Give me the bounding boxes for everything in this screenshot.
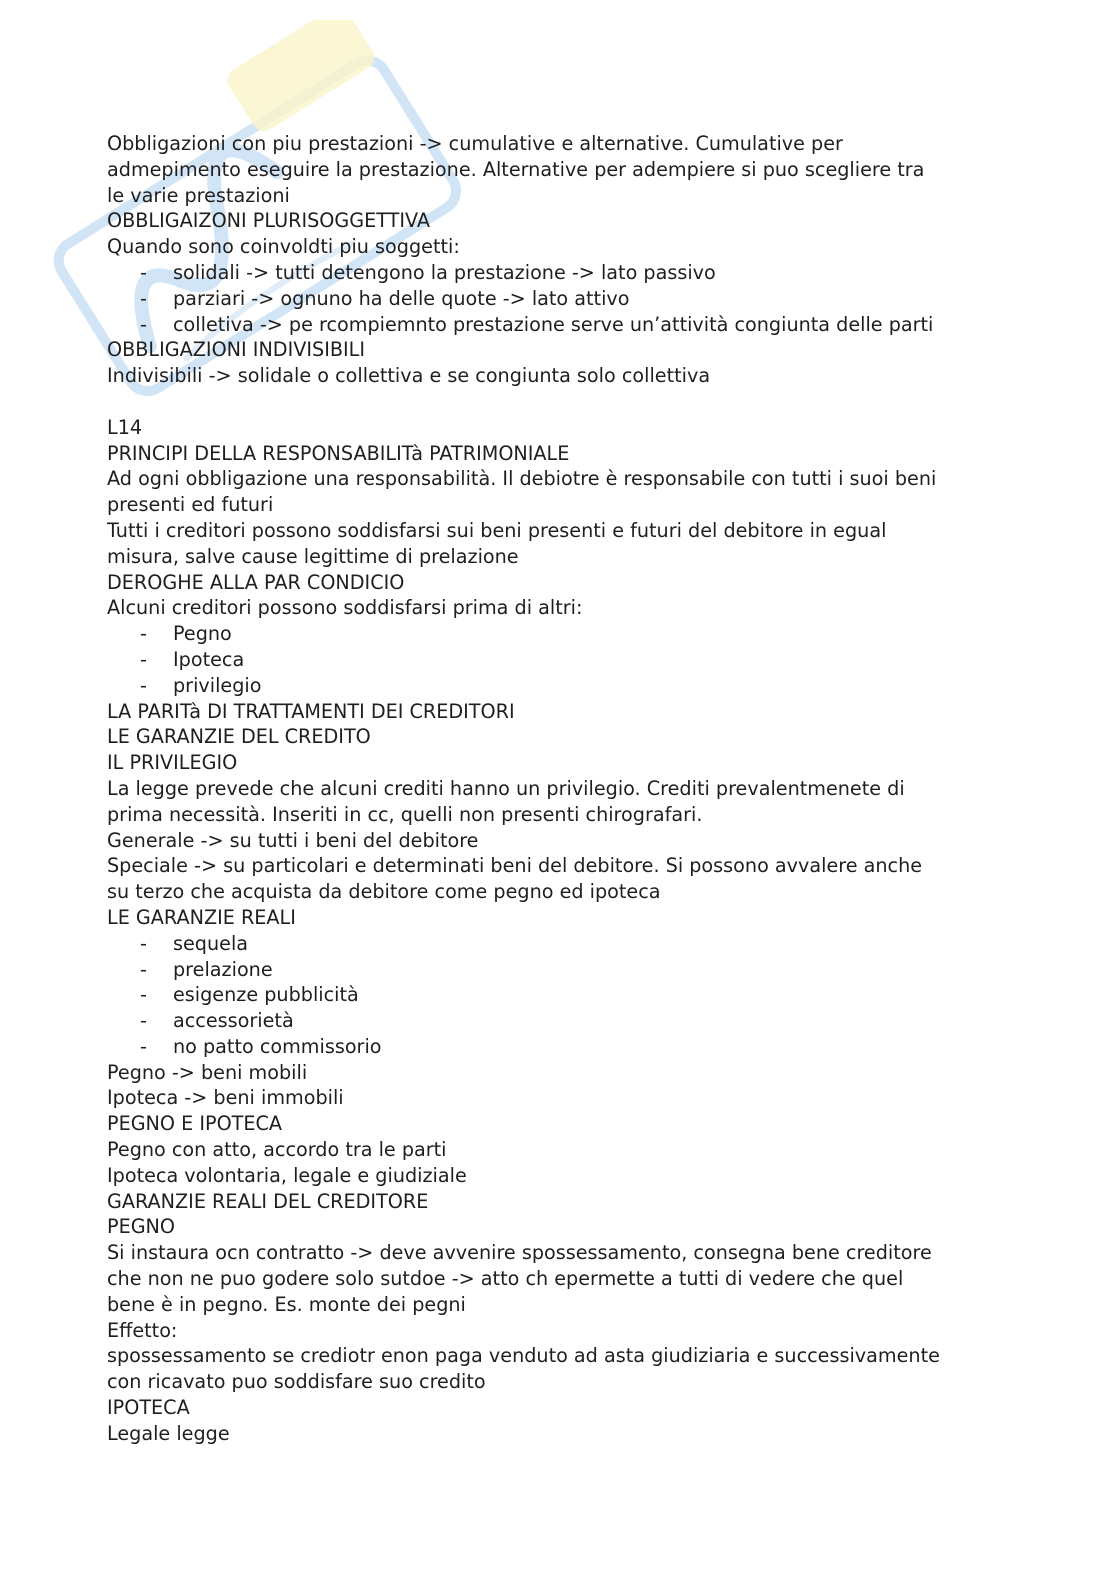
- list-item: [107, 312, 1007, 338]
- list-item: [107, 286, 1007, 312]
- list-item-text: accessorietà: [173, 1009, 294, 1033]
- text-line: LE GARANZIE DEL CREDITO: [107, 725, 371, 749]
- text-line: misura, salve cause legittime di prelazione: [107, 544, 519, 568]
- blank-line: [107, 389, 1007, 415]
- list-item-text: no patto commissorio: [173, 1034, 382, 1058]
- text-line: prima necessità. Inseriti in cc, quelli non presenti chirografari.: [107, 802, 703, 826]
- bullet-marker: -: [140, 286, 147, 310]
- bullet-marker: -: [140, 1034, 147, 1058]
- text-line: OBBLIGAZIONI INDIVISIBILI: [107, 338, 366, 362]
- text-line: LA PARITà DI TRATTAMENTI DEI CREDITORI: [107, 699, 515, 723]
- list-item-text: Pegno: [173, 622, 232, 646]
- list-item-text: colletiva -> pe rcompiemnto prestazione serve un’attività congiunta delle parti: [173, 312, 934, 336]
- bullet-marker: -: [140, 622, 147, 646]
- list-item: [107, 931, 1007, 957]
- list-item-text: solidali -> tutti detengono la prestazione -> lato passivo: [173, 260, 716, 284]
- list-item: [107, 1008, 1007, 1034]
- bullet-marker: -: [140, 260, 147, 284]
- text-line: Effetto:: [107, 1318, 178, 1342]
- text-line: Ipoteca volontaria, legale e giudiziale: [107, 1163, 467, 1187]
- text-line: GARANZIE REALI DEL CREDITORE: [107, 1189, 429, 1213]
- text-line: Alcuni creditori possono soddisfarsi prima di altri:: [107, 596, 583, 620]
- bullet-list: [107, 621, 1007, 698]
- text-line: Pegno con atto, accordo tra le parti: [107, 1138, 447, 1162]
- list-item: [107, 982, 1007, 1008]
- text-line: La legge prevede che alcuni crediti hanno un privilegio. Crediti prevalentmenete di: [107, 776, 905, 800]
- bullet-marker: -: [140, 673, 147, 697]
- text-line: Pegno -> beni mobili: [107, 1060, 308, 1084]
- text-line: Indivisibili -> solidale o collettiva e se congiunta solo collettiva: [107, 364, 711, 388]
- list-item-text: sequela: [173, 931, 249, 955]
- bullet-marker: -: [140, 931, 147, 955]
- list-item-text: Ipoteca: [173, 647, 245, 671]
- text-line: OBBLIGAIZONI PLURISOGGETTIVA: [107, 209, 431, 233]
- list-item-text: privilegio: [173, 673, 262, 697]
- text-line: bene è in pegno. Es. monte dei pegni: [107, 1292, 466, 1316]
- text-line: Ad ogni obbligazione una responsabilità. Il debiotre è responsabile con tutti i suoi beni: [107, 467, 937, 491]
- list-item-text: esigenze pubblicità: [173, 983, 359, 1007]
- list-item-text: parziari -> ognuno ha delle quote -> lato attivo: [173, 286, 630, 310]
- bullet-list: [107, 931, 1007, 1060]
- text-line: PEGNO: [107, 1215, 176, 1239]
- list-item: [107, 673, 1007, 699]
- text-line: Speciale -> su particolari e determinati beni del debitore. Si possono avvalere anche: [107, 854, 923, 878]
- bullet-marker: -: [140, 647, 147, 671]
- list-item: [107, 260, 1007, 286]
- bullet-marker: -: [140, 983, 147, 1007]
- text-line: che non ne puo godere solo sutdoe -> atto ch epermette a tutti di vedere che quel: [107, 1267, 904, 1291]
- text-line: Generale -> su tutti i beni del debitore: [107, 828, 479, 852]
- text-line: Quando sono coinvoldti piu soggetti:: [107, 235, 460, 259]
- list-item: [107, 957, 1007, 983]
- bullet-marker: -: [140, 1009, 147, 1033]
- text-line: le varie prestazioni: [107, 183, 290, 207]
- text-line: IPOTECA: [107, 1396, 190, 1420]
- text-line: IL PRIVILEGIO: [107, 751, 238, 775]
- text-line: PEGNO E IPOTECA: [107, 1112, 283, 1136]
- text-line: Obbligazioni con piu prestazioni -> cumulative e alternative. Cumulative per: [107, 132, 843, 155]
- bullet-marker: -: [140, 957, 147, 981]
- text-line: Tutti i creditori possono soddisfarsi sui beni presenti e futuri del debitore in egual: [107, 518, 887, 542]
- text-line: Ipoteca -> beni immobili: [107, 1086, 344, 1110]
- text-line: PRINCIPI DELLA RESPONSABILITà PATRIMONIALE: [107, 441, 570, 465]
- document-body: [107, 131, 1007, 1447]
- text-line: con ricavato puo soddisfare suo credito: [107, 1370, 486, 1394]
- list-item-text: prelazione: [173, 957, 273, 981]
- list-item: [107, 647, 1007, 673]
- text-line: L14: [107, 415, 143, 439]
- text-line: Si instaura ocn contratto -> deve avvenire spossessamento, consegna bene creditore: [107, 1241, 932, 1265]
- list-item: [107, 621, 1007, 647]
- text-line: presenti ed futuri: [107, 493, 274, 517]
- text-line: DEROGHE ALLA PAR CONDICIO: [107, 570, 405, 594]
- text-line: Legale legge: [107, 1421, 230, 1445]
- list-item: [107, 1034, 1007, 1060]
- text-line: spossessamento se crediotr enon paga venduto ad asta giudiziaria e successivamente: [107, 1344, 940, 1368]
- bullet-list: [107, 260, 1007, 337]
- bullet-marker: -: [140, 312, 147, 336]
- text-line: admepimento eseguire la prestazione. Alternative per adempiere si puo scegliere tra: [107, 157, 925, 181]
- text-line: su terzo che acquista da debitore come pegno ed ipoteca: [107, 880, 661, 904]
- text-line: LE GARANZIE REALI: [107, 905, 296, 929]
